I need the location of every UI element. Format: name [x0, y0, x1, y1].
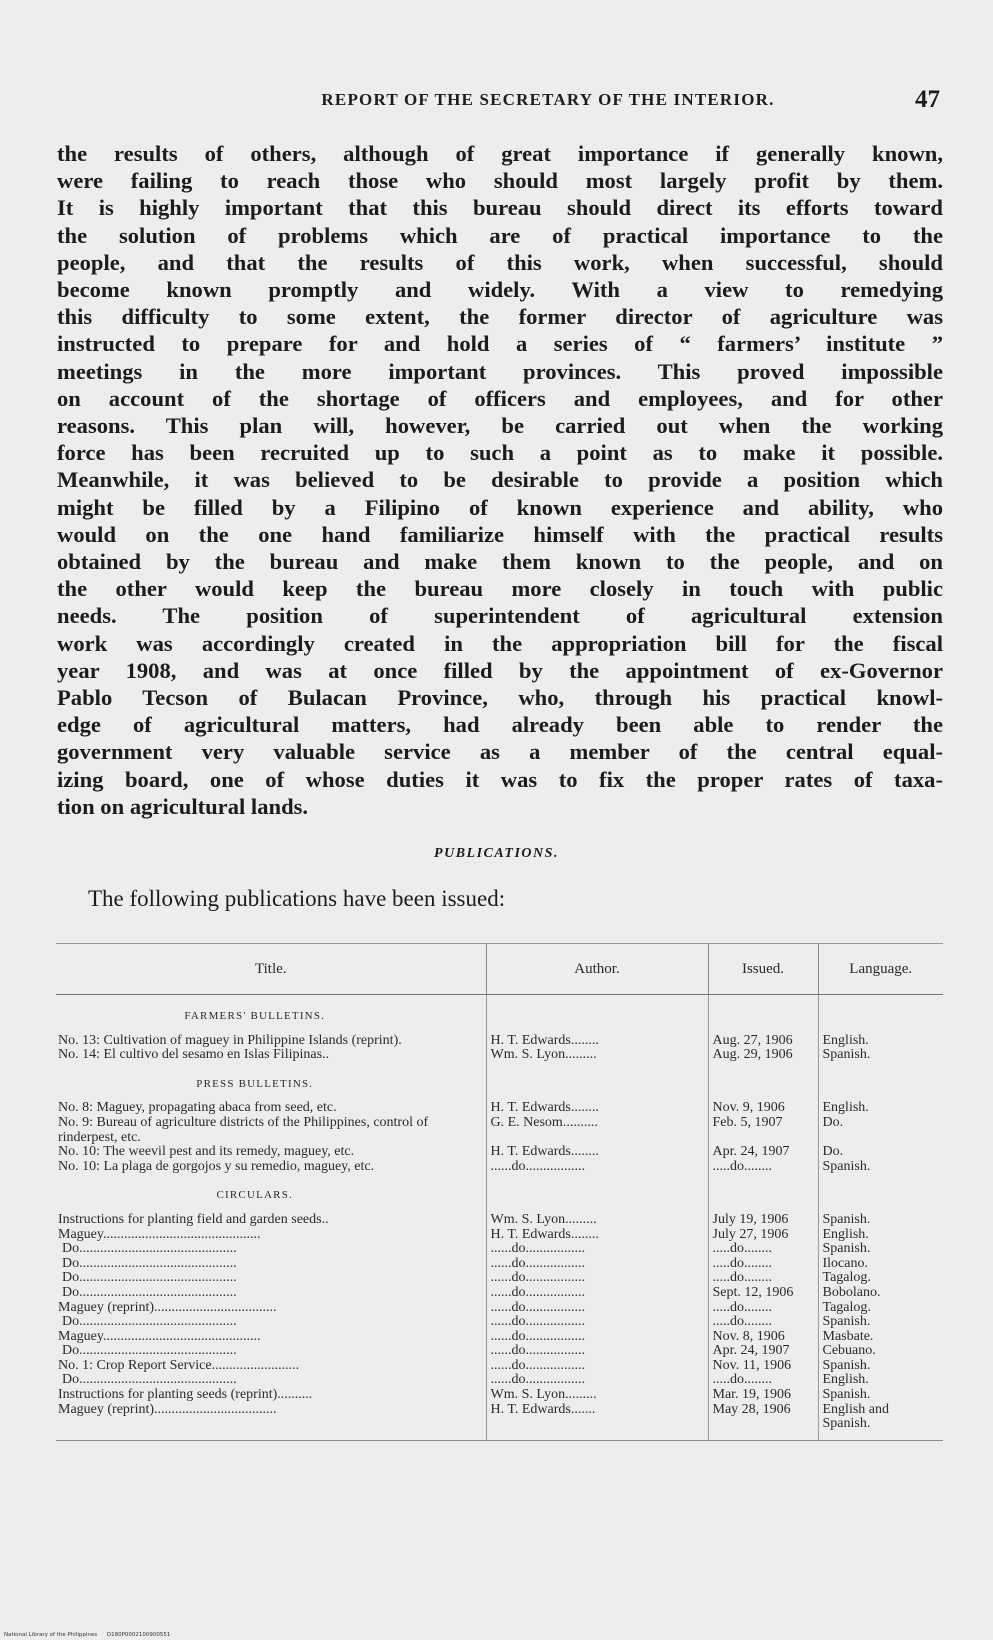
author-cell: ......do.................	[486, 1271, 708, 1286]
issued-cell: Aug. 29, 1906	[708, 1048, 818, 1063]
author-cell: H. T. Edwards........	[486, 1228, 708, 1243]
title-cell: Do.............................................	[62, 1285, 237, 1300]
body-line: become known promptly and widely. With a view to remedying	[57, 277, 943, 303]
body-paragraph	[57, 140, 943, 820]
title-cell: Do.............................................	[62, 1242, 237, 1257]
language-cell: Cebuano.	[818, 1344, 943, 1359]
author-cell: ......do.................	[486, 1301, 708, 1316]
issued-cell: .....do........	[708, 1242, 818, 1257]
table-row	[56, 1116, 943, 1145]
footer-caption	[4, 1632, 170, 1638]
issued-cell: .....do........	[708, 1271, 818, 1286]
issued-cell: Nov. 11, 1906	[708, 1359, 818, 1374]
title-cell: Instructions for planting seeds (reprint)..........	[58, 1388, 313, 1403]
author-cell: Wm. S. Lyon.........	[486, 1048, 708, 1063]
language-cell: Spanish.	[818, 1160, 943, 1175]
body-line: meetings in the more important provinces. This proved impossible	[57, 358, 943, 384]
section-heading: PUBLICATIONS.	[434, 846, 559, 861]
author-cell: Wm. S. Lyon.........	[486, 1388, 708, 1403]
table-row	[56, 1315, 943, 1330]
title-cell: Instructions for planting field and garden seeds..	[58, 1212, 329, 1227]
title-cell: Maguey.............................................	[58, 1329, 261, 1344]
issued-cell: Mar. 19, 1906	[708, 1388, 818, 1403]
table-row	[56, 1286, 943, 1301]
body-line: this difficulty to some extent, the former director of agriculture was	[57, 304, 943, 330]
header-language: Language.	[818, 944, 943, 995]
footer-identifier: D180P0002100900551	[106, 1632, 171, 1638]
language-cell: Spanish.	[818, 1315, 943, 1330]
group-label: CIRCULARS.	[216, 1189, 293, 1202]
issued-cell: .....do........	[708, 1160, 818, 1175]
language-cell: Bobolano.	[818, 1286, 943, 1301]
table-row	[56, 1301, 943, 1316]
group-label: FARMERS' BULLETINS.	[184, 1010, 326, 1022]
page-number: 47	[915, 86, 940, 113]
body-line: tion on agricultural lands.	[57, 793, 309, 819]
table-row	[56, 1271, 943, 1286]
title-cell: Maguey (reprint)...................................	[56, 1403, 486, 1441]
language-cell: Spanish.	[818, 1213, 943, 1228]
body-line: edge of agricultural matters, had already been able to render the	[57, 712, 943, 738]
title-cell: Maguey (reprint)...................................	[58, 1300, 277, 1315]
table-header-row	[56, 944, 943, 995]
issued-cell: .....do........	[708, 1315, 818, 1330]
body-line: would on the one hand familiarize himself with the practical results	[57, 521, 943, 547]
title-cell: No. 14: El cultivo del sesamo en Islas Filipinas..	[58, 1048, 330, 1063]
author-cell: H. T. Edwards........	[486, 1145, 708, 1160]
author-cell: ......do.................	[486, 1359, 708, 1374]
table-row	[56, 1101, 943, 1116]
language-cell: Masbate.	[818, 1330, 943, 1345]
body-line: needs. The position of superintendent of agricultural extension	[57, 603, 943, 629]
intro-line: The following publications have been issued:	[88, 886, 506, 911]
language-cell: Spanish.	[818, 1388, 943, 1403]
author-cell: H. T. Edwards........	[486, 1034, 708, 1049]
language-cell: Spanish.	[818, 1359, 943, 1374]
table-row	[56, 1330, 943, 1345]
table-row	[56, 1373, 943, 1388]
title-cell: Do.............................................	[62, 1315, 237, 1330]
title-cell: Do.............................................	[62, 1344, 237, 1359]
table-row	[56, 1257, 943, 1272]
language-cell: Tagalog.	[818, 1301, 943, 1316]
header-issued: Issued.	[708, 944, 818, 995]
issued-cell: Sept. 12, 1906	[708, 1286, 818, 1301]
body-line: reasons. This plan will, however, be carried out when the working	[57, 413, 943, 439]
issued-cell: .....do........	[708, 1301, 818, 1316]
issued-cell: .....do........	[708, 1257, 818, 1272]
footer-library: National Library of the Philippines	[4, 1632, 98, 1638]
author-cell: Wm. S. Lyon.........	[486, 1213, 708, 1228]
issued-cell: July 19, 1906	[708, 1213, 818, 1228]
body-line: obtained by the bureau and make them known to the people, and on	[57, 549, 943, 575]
running-header	[60, 86, 940, 116]
language-cell: Do.	[818, 1116, 943, 1145]
language-cell: English.	[818, 1034, 943, 1049]
language-cell: Do.	[818, 1145, 943, 1160]
table-row	[56, 1034, 943, 1049]
issued-cell: .....do........	[708, 1373, 818, 1388]
publications-table	[56, 943, 943, 1441]
language-cell: English and Spanish.	[818, 1403, 943, 1441]
title-cell: Do.............................................	[62, 1256, 237, 1271]
body-line: the solution of problems which are of practical importance to the	[57, 222, 943, 248]
author-cell: ......do.................	[486, 1286, 708, 1301]
issued-cell: Nov. 8, 1906	[708, 1330, 818, 1345]
title-cell: Maguey.............................................	[58, 1227, 261, 1242]
title-cell: No. 8: Maguey, propagating abaca from seed, etc.	[58, 1101, 337, 1116]
table-row	[56, 1213, 943, 1228]
language-cell: Tagalog.	[818, 1271, 943, 1286]
issued-cell: Aug. 27, 1906	[708, 1034, 818, 1049]
body-line: It is highly important that this bureau should direct its efforts toward	[57, 195, 943, 221]
issued-cell: May 28, 1906	[708, 1403, 818, 1441]
body-line: on account of the shortage of officers and employees, and for other	[57, 385, 943, 411]
header-author: Author.	[486, 944, 708, 995]
language-cell: Spanish.	[818, 1242, 943, 1257]
author-cell: ......do.................	[486, 1160, 708, 1175]
table-row	[56, 1160, 943, 1175]
body-line: people, and that the results of this work, when successful, should	[57, 249, 943, 275]
author-cell: ......do.................	[486, 1344, 708, 1359]
body-line: might be filled by a Filipino of known experience and ability, who	[57, 494, 943, 520]
body-line: force has been recruited up to such a point as to make it possible.	[57, 440, 943, 466]
header-title: Title.	[56, 944, 486, 995]
title-cell: No. 1: Crop Report Service.........................	[58, 1358, 300, 1373]
table-row	[56, 1403, 943, 1441]
issued-cell: July 27, 1906	[708, 1228, 818, 1243]
issued-cell: Apr. 24, 1907	[708, 1344, 818, 1359]
body-line: izing board, one of whose duties it was to fix the proper rates of taxa-	[57, 766, 943, 792]
table-row	[56, 1242, 943, 1257]
body-line: Pablo Tecson of Bulacan Province, who, through his practical knowl-	[57, 685, 943, 711]
author-cell: ......do.................	[486, 1242, 708, 1257]
language-cell: English.	[818, 1101, 943, 1116]
table-group-row	[56, 1063, 943, 1102]
body-line: Meanwhile, it was believed to be desirable to provide a position which	[57, 467, 943, 493]
table-row	[56, 1145, 943, 1160]
running-title: REPORT OF THE SECRETARY OF THE INTERIOR.	[321, 90, 775, 109]
table-row	[56, 1228, 943, 1243]
table-body	[56, 995, 943, 1441]
author-cell: G. E. Nesom..........	[486, 1116, 708, 1145]
author-cell: H. T. Edwards........	[486, 1101, 708, 1116]
issued-cell: Nov. 9, 1906	[708, 1101, 818, 1116]
table-row	[56, 1388, 943, 1403]
issued-cell: Feb. 5, 1907	[708, 1116, 818, 1145]
issued-cell: Apr. 24, 1907	[708, 1145, 818, 1160]
author-cell: ......do.................	[486, 1330, 708, 1345]
author-cell: ......do.................	[486, 1257, 708, 1272]
title-cell: Do.............................................	[62, 1373, 237, 1388]
title-cell: No. 10: The weevil pest and its remedy, maguey, etc.	[58, 1145, 355, 1160]
table-row	[56, 1344, 943, 1359]
table-row	[56, 1359, 943, 1374]
body-line: work was accordingly created in the appropriation bill for the fiscal	[57, 630, 943, 656]
body-line: the results of others, although of great importance if generally known,	[57, 141, 943, 166]
group-label: PRESS BULLETINS.	[196, 1077, 314, 1090]
table-group-row	[56, 995, 943, 1034]
title-cell: No. 13: Cultivation of maguey in Philippine Islands (reprint).	[58, 1033, 402, 1048]
author-cell: ......do.................	[486, 1315, 708, 1330]
body-line: were failing to reach those who should most largely profit by them.	[57, 168, 943, 194]
title-cell: Do.............................................	[62, 1271, 237, 1286]
author-cell: H. T. Edwards.......	[486, 1403, 708, 1441]
title-cell: No. 9: Bureau of agriculture districts of the Philippines, control of rinderpest, etc.	[58, 1115, 429, 1145]
table-group-row	[56, 1174, 943, 1213]
language-cell: English.	[818, 1228, 943, 1243]
body-line: government very valuable service as a member of the central equal-	[57, 739, 943, 765]
body-line: the other would keep the bureau more closely in touch with public	[57, 576, 943, 602]
language-cell: Ilocano.	[818, 1257, 943, 1272]
language-cell: Spanish.	[818, 1048, 943, 1063]
language-cell: English.	[818, 1373, 943, 1388]
body-line: instructed to prepare for and hold a series of “ farmers’ institute ”	[57, 331, 943, 357]
body-line: year 1908, and was at once filled by the appointment of ex-Governor	[57, 657, 943, 683]
table-row	[56, 1048, 943, 1063]
author-cell: ......do.................	[486, 1373, 708, 1388]
title-cell: No. 10: La plaga de gorgojos y su remedio, maguey, etc.	[58, 1159, 375, 1174]
